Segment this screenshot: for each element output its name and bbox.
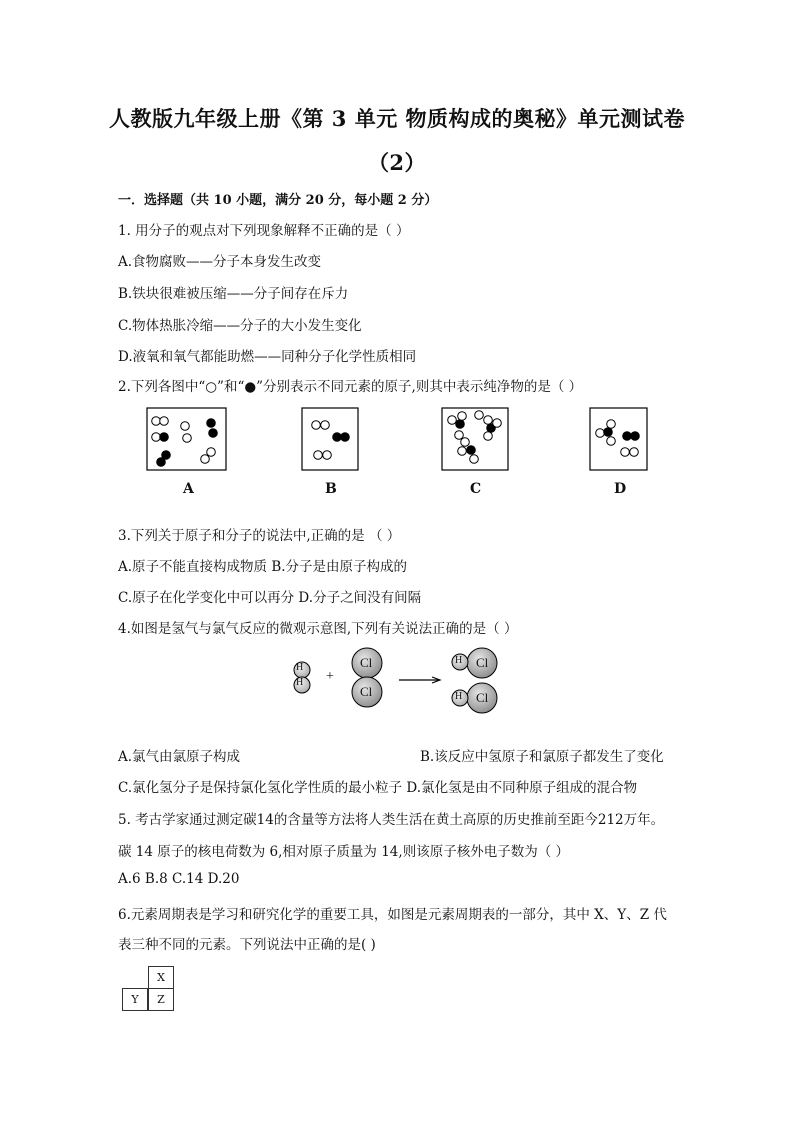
ptable-cell-x: X xyxy=(148,966,174,989)
q4-stem: 4.如图是氢气与氯气反应的微观示意图,下列有关说法正确的是（ ） xyxy=(118,621,518,637)
q1-stem: 1. 用分子的观点对下列现象解释不正确的是（ ） xyxy=(118,223,410,239)
cl-atom-label-1: Cl xyxy=(360,655,373,670)
q6-stem-line2: 表三种不同的元素。下列说法中正确的是( ) xyxy=(118,937,376,953)
plus-sign: + xyxy=(326,669,334,684)
q2-label-d: D xyxy=(614,481,627,497)
page-title-line1: 人教版九年级上册《第 3 单元 物质构成的奥秘》单元测试卷 xyxy=(108,106,686,131)
box-b xyxy=(302,408,358,470)
section-heading: 一．选择题（共 10 小题，满分 20 分，每小题 2 分） xyxy=(118,193,438,208)
ptable-cell-z: Z xyxy=(148,988,174,1011)
q3-options-ab: A.原子不能直接构成物质 B.分子是由原子构成的 xyxy=(118,559,408,575)
hcl-cl-label-2: Cl xyxy=(476,690,489,705)
reaction-arrow xyxy=(399,677,440,683)
q3-stem: 3.下列关于原子和分子的说法中,正确的是 （ ） xyxy=(118,528,401,544)
q1-option-a: A.食物腐败——分子本身发生改变 xyxy=(118,254,322,270)
hcl-h-label-2: H xyxy=(455,691,463,702)
q5-options: A.6 B.8 C.14 D.20 xyxy=(118,871,240,887)
hcl-cl-label-1: Cl xyxy=(476,655,489,670)
page-title-line2: （2） xyxy=(367,150,427,175)
q4-option-b: B.该反应中氢原子和氯原子都发生了变化 xyxy=(420,749,664,765)
q2-label-b: B xyxy=(325,481,337,497)
q5-stem-line2: 碳 14 原子的核电荷数为 6,相对原子质量为 14,则该原子核外电子数为（ ） xyxy=(118,844,569,860)
q4-option-a: A.氯气由氯原子构成 xyxy=(118,749,241,765)
q3-options-cd: C.原子在化学变化中可以再分 D.分子之间没有间隔 xyxy=(118,590,422,606)
q1-option-d: D.液氧和氧气都能助燃——同种分子化学性质相同 xyxy=(118,349,417,365)
h-atom-label-2: H xyxy=(296,677,304,688)
q4-options-cd: C.氯化氢分子是保持氯化氢化学性质的最小粒子 D.氯化氢是由不同种原子组成的混合物 xyxy=(118,780,638,796)
cl-atom-label-2: Cl xyxy=(360,684,373,699)
hcl-h-label-1: H xyxy=(455,655,463,666)
q2-label-c: C xyxy=(470,481,482,497)
q6-stem-line1: 6.元素周期表是学习和研究化学的重要工具，如图是元素周期表的一部分，其中 X、Y、Z 代 xyxy=(118,907,667,923)
q1-option-b: B.铁块很难被压缩——分子间存在斥力 xyxy=(118,286,349,302)
q5-stem-line1: 5. 考古学家通过测定碳14的含量等方法将人类生活在黄土高原的历史推前至距今212万年。 xyxy=(118,812,665,828)
q2-stem: 2.下列各图中“○”和“●”分别表示不同元素的原子,则其中表示纯净物的是（ ） xyxy=(118,379,583,395)
q2-label-a: A xyxy=(183,481,194,497)
q1-option-c: C.物体热胀冷缩——分子的大小发生变化 xyxy=(118,318,362,334)
ptable-cell-y: Y xyxy=(122,988,148,1011)
h-atom-label-1: H xyxy=(296,662,304,673)
